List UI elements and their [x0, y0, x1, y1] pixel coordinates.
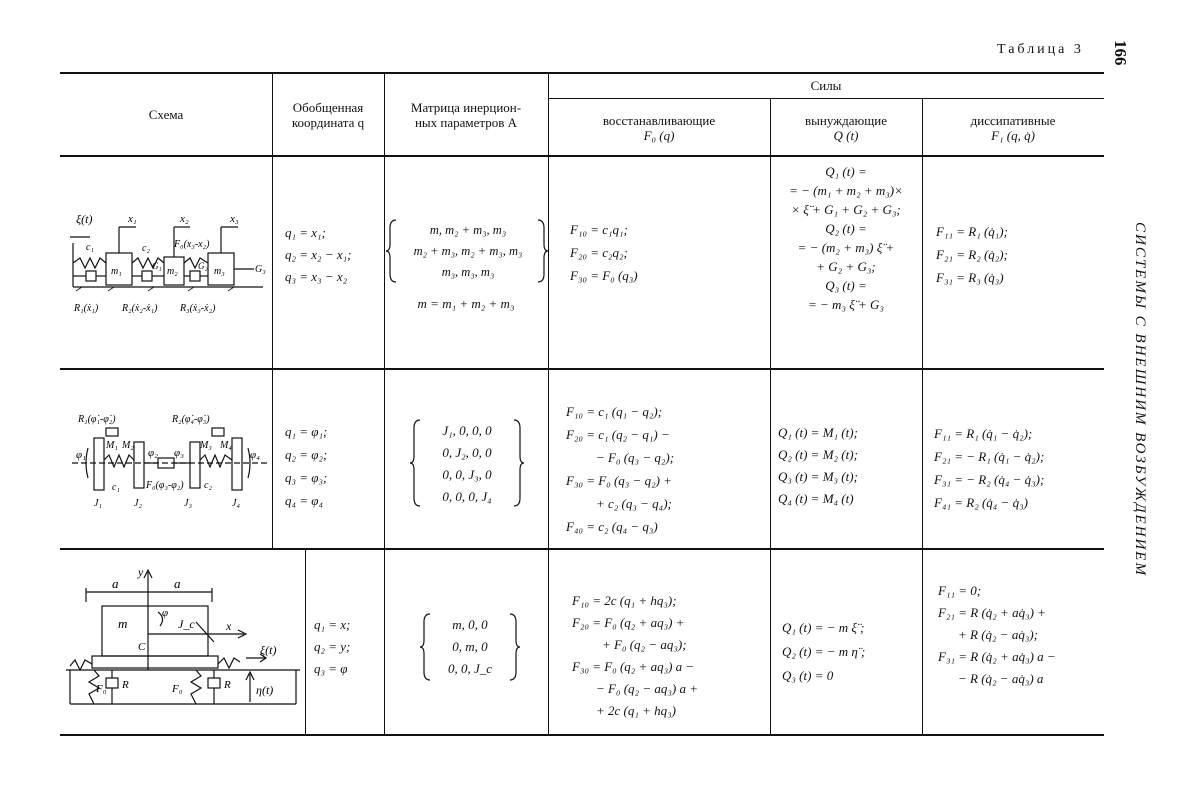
label-f0: F₀(φ₃-φ₂) [146, 480, 184, 491]
col-rule-3 [548, 73, 549, 734]
row1-driving-1: Q₁ (t) = [825, 164, 867, 179]
row3-matrix-r2: 0, m, 0 [452, 639, 488, 654]
row1-driving-8: = − m₃ ξ̈ + G₃ [808, 297, 884, 312]
row3-dissipative [938, 580, 1056, 690]
row2-restoring-6: F₄₀ = c₂ (q₄ − q₃) [566, 519, 658, 534]
row1-dissip-1: F₁₁ = R₁ (q̇₁); [936, 224, 1008, 239]
label-j4: J₄ [232, 498, 240, 509]
row3-dissip-4: F₃₁ = R (q̇₂ + aq̇₃) a − [938, 649, 1056, 664]
label-g3: G₃ [255, 264, 266, 275]
header-scheme: Схема [148, 107, 184, 122]
label-c: C [138, 641, 146, 653]
label-rb: R [224, 679, 231, 691]
label-xi: ξ(t) [76, 212, 93, 226]
row3-dissip-2: F₂₁ = R (q̇₂ + aq̇₃) + [938, 605, 1046, 620]
row2-coord-3: q₃ = φ₃; [285, 470, 328, 485]
row2-restoring-2: F₂₀ = c₁ (q₂ − q₁) − [566, 427, 670, 442]
label-x1: x₁ [128, 213, 137, 225]
row2-driving-4: Q₄ (t) = M₄ (t) [778, 491, 854, 506]
label-x2: x₂ [180, 213, 189, 225]
label-phi1: φ₁ [76, 449, 86, 461]
row3-restoring-6: + 2c (q₁ + hq₃) [596, 703, 677, 718]
label-r2: R₂(φ̇₄-φ̇₃) [172, 414, 210, 425]
rule-top [60, 72, 1104, 74]
label-a2: a [174, 576, 181, 591]
label-phi: φ [162, 607, 169, 619]
row1-driving-3: × ξ̈ + G₁ + G₂ + G₃; [791, 202, 901, 217]
header-driving [770, 113, 922, 143]
row2-dissip-3: F₃₁ = − R₂ (q̇₄ − q̇₃); [934, 472, 1045, 487]
row3-driving [782, 616, 865, 688]
row1-driving-5: = − (m₂ + m₃) ξ̈ + [797, 240, 895, 255]
row1-matrix-r3: m₃, m₃, m₃ [441, 265, 495, 279]
scheme-three-mass [68, 205, 268, 320]
label-a1: a [112, 576, 119, 591]
header-forces: Силы [810, 78, 842, 93]
label-r2: R₂(ẋ₂-ẋ₁) [122, 303, 158, 314]
row3-driving-3: Q₃ (t) = 0 [782, 668, 834, 683]
header-matrix-line1: Матрица инерцион- [410, 100, 522, 115]
row2-driving-1: Q₁ (t) = M₁ (t); [778, 425, 858, 440]
table-title: Таблица 3 [997, 42, 1084, 57]
row1-coord-1: q₁ = x₁; [285, 225, 326, 240]
page-number: 166 [1111, 40, 1130, 66]
label-phi3: φ₃ [174, 447, 184, 459]
label-ra: R [122, 679, 129, 691]
row1-matrix-r1: m, m₂ + m₃, m₃ [429, 223, 507, 237]
label-m2: m₂ [167, 266, 178, 277]
label-g1: G₁ [152, 261, 162, 271]
row3-driving-1: Q₁ (t) = − m ξ̈ ; [782, 620, 865, 635]
row2-restoring-3: − F₀ (q₃ − q₂); [596, 450, 675, 465]
row2-coord-2: q₂ = φ₂; [285, 447, 328, 462]
row2-dissip-2: F₂₁ = − R₁ (q̇₁ − q̇₂); [934, 449, 1045, 464]
label-f0a: F₀ [96, 683, 107, 695]
row1-matrix-note: m = m₁ + m₂ + m₃ [417, 296, 515, 311]
label-r3: R₃(ẋ₃-ẋ₂) [180, 303, 216, 314]
row3-dissip-5: − R (q̇₂ − aq̇₃) a [958, 671, 1044, 686]
row3-coord-2: q₂ = y; [314, 639, 351, 654]
row1-coords [285, 222, 351, 288]
row2-coord-4: q₄ = φ₄ [285, 493, 324, 508]
label-m1: m₁ [111, 266, 122, 277]
row3-coord-1: q₁ = x; [314, 617, 351, 632]
row3-restoring-1: F₁₀ = 2c (q₁ + hq₃); [572, 593, 677, 608]
label-f0: F₀(x₃-x₂) [174, 239, 210, 250]
header-coordinate-line1: Обобщенная [292, 100, 364, 115]
label-c2: c₂ [204, 480, 212, 491]
row3-restoring-3: + F₀ (q₂ − aq₃); [602, 637, 687, 652]
label-f0b: F₀ [172, 683, 183, 695]
header-restoring-line1: восстанавливающие [602, 113, 716, 128]
row1-coord-2: q₂ = x₂ − x₁; [285, 247, 352, 262]
row1-matrix [392, 220, 544, 283]
header-restoring [548, 113, 770, 143]
label-j1: J₁ [94, 498, 102, 509]
row1-driving [770, 162, 922, 314]
rule-bottom [60, 734, 1104, 736]
row3-coord-3: q₃ = φ [314, 661, 348, 676]
rule-row1-bottom [60, 368, 1104, 370]
label-m4: M₄ [220, 440, 232, 451]
label-xi: ξ(t) [260, 643, 277, 657]
row1-dissipative [936, 220, 1008, 289]
running-head: СИСТЕМЫ С ВНЕШНИМ ВОЗБУЖДЕНИЕМ [1132, 222, 1148, 577]
col-rule-1 [272, 73, 273, 549]
row3-restoring-4: F₃₀ = F₀ (q₂ + aq₃) a − [572, 659, 695, 674]
header-dissipative-line2: F₁ (q, q̇) [991, 128, 1035, 143]
row2-driving-2: Q₂ (t) = M₂ (t); [778, 447, 858, 462]
label-phi2: φ₂ [148, 447, 158, 459]
row1-driving-4: Q₂ (t) = [825, 221, 867, 236]
row2-restoring-5: + c₂ (q₃ − q₄); [596, 496, 672, 511]
row2-matrix-r2: 0, J₂, 0, 0 [442, 445, 492, 460]
row2-dissipative [934, 422, 1044, 514]
row1-matrix-r2: m₂ + m₃, m₂ + m₃, m₃ [413, 244, 523, 258]
scheme-rigid-body [66, 562, 300, 712]
row3-restoring [572, 590, 698, 722]
label-j2: J₂ [134, 498, 142, 509]
row2-restoring-1: F₁₀ = c₁ (q₁ − q₂); [566, 404, 663, 419]
row2-matrix-r3: 0, 0, J₃, 0 [442, 467, 492, 482]
header-driving-line2: Q (t) [833, 128, 859, 143]
row2-restoring [566, 400, 674, 538]
row1-driving-6: + G₂ + G₃; [816, 259, 876, 274]
row2-matrix [414, 420, 520, 508]
row3-coords [314, 614, 350, 680]
row2-driving-3: Q₃ (t) = M₃ (t); [778, 469, 858, 484]
row3-matrix-r1: m, 0, 0 [452, 617, 488, 632]
row1-restoring [570, 218, 638, 287]
rule-header-bottom [60, 155, 1104, 157]
row3-restoring-5: − F₀ (q₂ − aq₃) a + [596, 681, 698, 696]
label-r1: R₁(ẋ₁) [74, 303, 99, 314]
col-rule-1b [305, 549, 306, 734]
label-x3: x₃ [230, 213, 239, 225]
row2-dissip-1: F₁₁ = R₁ (q̇₁ − q̇₂); [934, 426, 1033, 441]
scheme-torsional-shaft [72, 408, 270, 518]
header-restoring-line2: F₀ (q) [643, 128, 675, 143]
header-coordinate-line2: координата q [291, 115, 365, 130]
label-x: x [226, 619, 232, 633]
col-rule-5 [922, 99, 923, 734]
label-phi4: φ₄ [250, 449, 260, 461]
row2-coord-1: q₁ = φ₁; [285, 424, 328, 439]
label-c1: c₁ [86, 242, 94, 253]
label-c1: c₁ [112, 482, 120, 493]
row2-matrix-r4: 0, 0, 0, J₄ [442, 489, 492, 504]
row1-restoring-3: F₃₀ = F₀ (q₃) [570, 268, 638, 283]
label-m3: m₃ [214, 266, 225, 277]
row2-restoring-4: F₃₀ = F₀ (q₃ − q₂) + [566, 473, 672, 488]
label-eta: η(t) [256, 683, 274, 697]
row2-driving [778, 422, 858, 510]
row3-dissip-3: + R (q̇₂ − aq̇₃); [958, 627, 1039, 642]
rule-row2-bottom [60, 548, 1104, 550]
label-m1: M₁ [106, 440, 118, 451]
row3-driving-2: Q₂ (t) = − m η̈ ; [782, 644, 866, 659]
header-coordinate [272, 100, 384, 130]
header-matrix-line2: ных параметров A [414, 115, 518, 130]
label-jc: J_c [178, 617, 195, 631]
row1-dissip-2: F₂₁ = R₂ (q̇₂); [936, 247, 1008, 262]
row2-matrix-r1: J₁, 0, 0, 0 [442, 423, 492, 438]
row2-coords [285, 420, 327, 512]
label-r1: R₁(φ̇₁-φ̇₂) [78, 414, 116, 425]
label-m2: M₂ [122, 440, 134, 451]
header-dissipative [922, 113, 1104, 143]
row1-coord-3: q₃ = x₃ − x₂ [285, 269, 348, 284]
row3-dissip-1: F₁₁ = 0; [938, 583, 982, 598]
row3-restoring-2: F₂₀ = F₀ (q₂ + aq₃) + [572, 615, 685, 630]
row1-driving-7: Q₃ (t) = [825, 278, 867, 293]
label-m3: M₃ [200, 440, 212, 451]
row3-matrix [424, 614, 516, 680]
row1-driving-2: = − (m₁ + m₂ + m₃)× [789, 183, 903, 198]
header-driving-line1: вынуждающие [805, 113, 887, 128]
label-m: m [118, 616, 128, 631]
label-j3: J₃ [184, 498, 192, 509]
col-rule-2 [384, 73, 385, 734]
header-matrix [384, 100, 548, 130]
label-y: y [138, 565, 144, 579]
row1-restoring-2: F₂₀ = c₂q₂; [570, 245, 628, 260]
label-c2: c₂ [142, 243, 150, 254]
row1-dissip-3: F₃₁ = R₃ (q̇₃) [936, 270, 1004, 285]
row3-matrix-r3: 0, 0, J_c [447, 661, 493, 676]
label-g2: G₂ [198, 261, 208, 271]
header-dissipative-line1: диссипативные [970, 113, 1056, 128]
row1-restoring-1: F₁₀ = c₁q₁; [570, 222, 628, 237]
row2-dissip-4: F₄₁ = R₂ (q̇₄ − q̇₃) [934, 495, 1028, 510]
rule-forces-sub [548, 98, 1104, 99]
